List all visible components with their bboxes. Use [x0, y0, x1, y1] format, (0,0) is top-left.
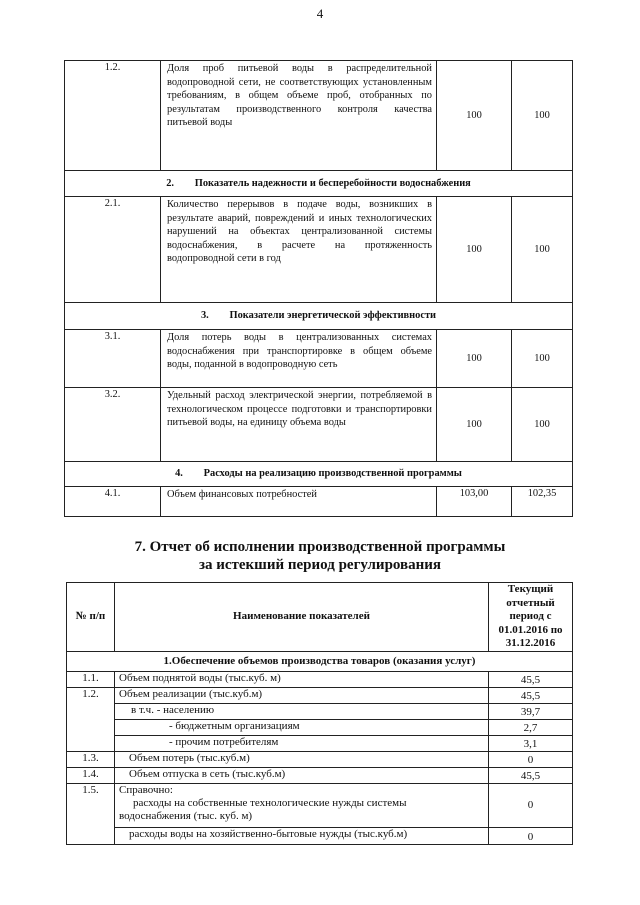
- header-period: Текущий отчетный период с 01.01.2016 по 31.12.2016: [489, 583, 573, 652]
- row-name: [115, 783, 489, 827]
- row-value: 0: [489, 751, 573, 767]
- row-value: 45,5: [489, 671, 573, 687]
- table-row: [67, 671, 573, 687]
- row-number: 2.1.: [65, 197, 161, 303]
- row-value: 45,5: [489, 767, 573, 783]
- table-row: [65, 61, 573, 171]
- row-number: 1.1.: [67, 671, 115, 687]
- row-value: 45,5: [489, 687, 573, 703]
- indicators-table: [64, 60, 573, 517]
- row-number: 1.2.: [67, 687, 115, 703]
- row-value: 0: [489, 783, 573, 827]
- row-number: 1.2.: [65, 61, 161, 171]
- row-number: 1.5.: [67, 783, 115, 827]
- row-number: [67, 827, 115, 844]
- row-name: Объем потерь (тыс.куб.м): [115, 751, 489, 767]
- row-value: 0: [489, 827, 573, 844]
- row-description: Удельный расход электрической энергии, потребляемой в технологическом процессе подготовки и транспортировки питьевой воды, на единицу объема воды: [161, 388, 437, 462]
- header-name: Наименование показателей: [115, 583, 489, 652]
- section7-title-line2: за истекший период регулирования: [198, 557, 442, 573]
- row-name-line: расходы на собственные технологические нужды системы: [133, 796, 407, 809]
- row-value: 2,7: [489, 719, 573, 735]
- table-row: [67, 703, 573, 719]
- row-name: в т.ч. - населению: [115, 703, 489, 719]
- value-actual: 102,35: [512, 487, 573, 517]
- row-value: 3,1: [489, 735, 573, 751]
- row-number: [67, 703, 115, 719]
- value-actual: 100: [512, 61, 573, 171]
- row-number: [67, 735, 115, 751]
- table-row: [65, 487, 573, 517]
- row-description: Доля проб питьевой воды в распределительной водопроводной сети, не соответствующих установленным требованиям, в общем объеме проб, отобранных по результатам производственного контроля качества питьевой воды: [161, 61, 437, 171]
- row-name: - бюджетным организациям: [115, 719, 489, 735]
- section-title: 2. Показатель надежности и бесперебойности водоснабжения: [65, 171, 573, 197]
- table-row: [65, 197, 573, 303]
- table-row: [65, 388, 573, 462]
- value-actual: 100: [512, 330, 573, 388]
- row-name-line: водоснабжения (тыс. куб. м): [119, 809, 253, 822]
- value-planned: 100: [437, 330, 512, 388]
- row-description: Количество перерывов в подаче воды, возникших в результате аварий, повреждений и иных технологических нарушений на объектах централизованной системы водоснабжения, в расчете на протяженность водопроводной сети в год: [161, 197, 437, 303]
- row-number: 3.2.: [65, 388, 161, 462]
- row-number: 3.1.: [65, 330, 161, 388]
- table-row: [67, 827, 573, 844]
- table-row: [67, 735, 573, 751]
- table-row: [67, 687, 573, 703]
- header-num: № п/п: [67, 583, 115, 652]
- row-value: 39,7: [489, 703, 573, 719]
- section-row: [65, 171, 573, 197]
- section7-title-line1: 7. Отчет об исполнении производственной программы: [134, 539, 506, 555]
- section-row: [67, 651, 573, 671]
- row-name: Объем поднятой воды (тыс.куб. м): [115, 671, 489, 687]
- page-number: 4: [316, 6, 324, 21]
- row-description: Объем финансовых потребностей: [161, 487, 437, 517]
- row-name: - прочим потребителям: [115, 735, 489, 751]
- row-name: расходы воды на хозяйственно-бытовые нужды (тыс.куб.м): [115, 827, 489, 844]
- value-planned: 100: [437, 197, 512, 303]
- row-name: Объем отпуска в сеть (тыс.куб.м): [115, 767, 489, 783]
- table-row: [67, 767, 573, 783]
- row-description: Доля потерь воды в централизованных системах водоснабжения при транспортировке в общем объеме воды, поданной в водопроводную сеть: [161, 330, 437, 388]
- row-name-line: Справочно:: [119, 783, 173, 796]
- table-row: [65, 330, 573, 388]
- report-table: [66, 582, 573, 845]
- table-row: [67, 751, 573, 767]
- table-row: [67, 783, 573, 827]
- row-number: 1.4.: [67, 767, 115, 783]
- value-actual: 100: [512, 388, 573, 462]
- row-number: [67, 719, 115, 735]
- section-title: 3. Показатели энергетической эффективности: [65, 303, 573, 330]
- value-planned: 100: [437, 61, 512, 171]
- section-title: 1.Обеспечение объемов производства товаров (оказания услуг): [67, 651, 573, 671]
- table-header-row: [67, 583, 573, 652]
- value-actual: 100: [512, 197, 573, 303]
- section-title: 4. Расходы на реализацию производственной программы: [65, 462, 573, 487]
- section-row: [65, 462, 573, 487]
- section-row: [65, 303, 573, 330]
- row-number: 4.1.: [65, 487, 161, 517]
- row-number: 1.3.: [67, 751, 115, 767]
- row-name: Объем реализации (тыс.куб.м): [115, 687, 489, 703]
- value-planned: 103,00: [437, 487, 512, 517]
- value-planned: 100: [437, 388, 512, 462]
- table-row: [67, 719, 573, 735]
